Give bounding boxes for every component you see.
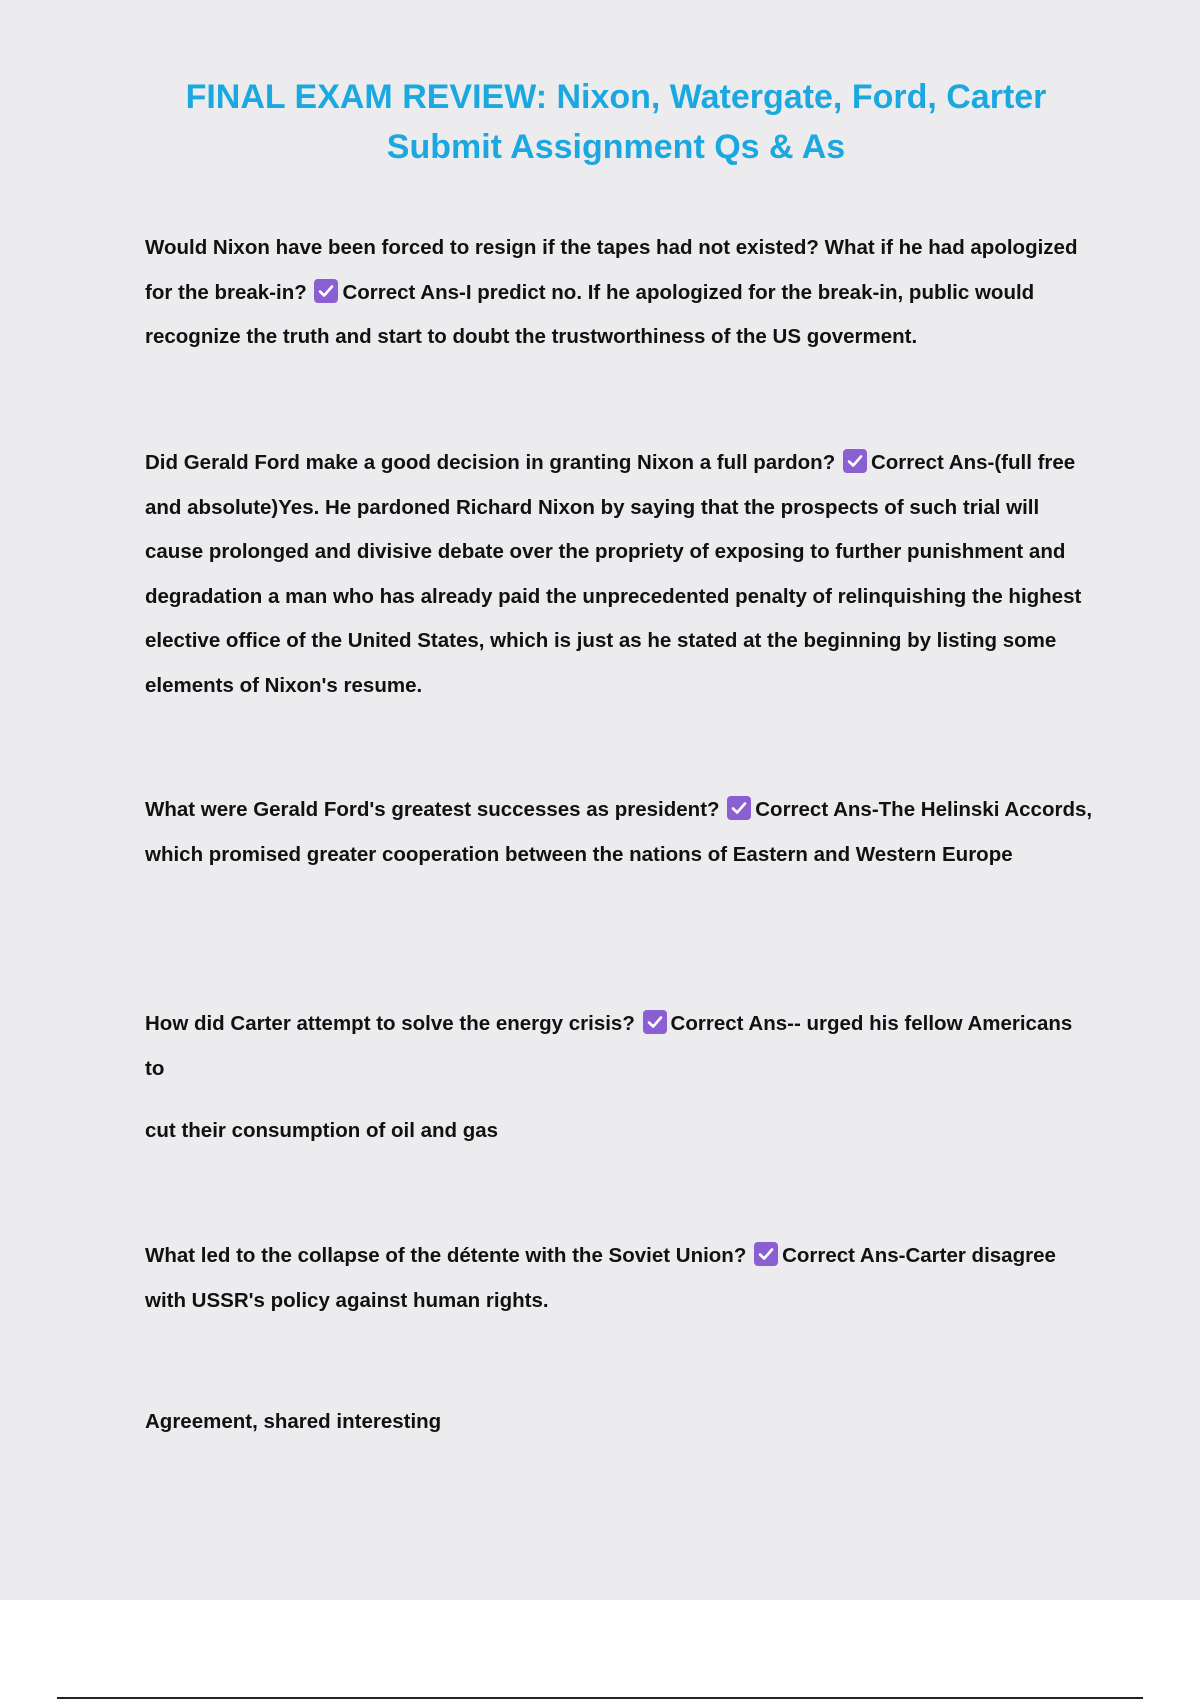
- qa-item-1: [145, 226, 1095, 360]
- checkbox-checked-icon: [754, 1242, 778, 1266]
- question-text: What led to the collapse of the détente with the Soviet Union?: [145, 1244, 747, 1267]
- answer-text: Correct Ans-I predict no. If he apologized for the break-in, public would recognize the truth and start to doubt the trustworthiness of the US goverment.: [145, 280, 1035, 348]
- question-text: What were Gerald Ford's greatest successes as president?: [145, 798, 720, 821]
- page-title: [0, 72, 1200, 172]
- question-text: How did Carter attempt to solve the energy crisis?: [145, 1012, 635, 1035]
- qa-item-4: [145, 1002, 1095, 1091]
- footer-divider: [57, 1697, 1143, 1699]
- checkbox-checked-icon: [643, 1010, 667, 1034]
- qa-item-3: [145, 788, 1095, 877]
- checkbox-checked-icon: [314, 279, 338, 303]
- title-line-2: Submit Assignment Qs & As: [386, 128, 846, 166]
- qa-item-4-continuation: cut their consumption of oil and gas: [145, 1119, 499, 1142]
- answer-text: Correct Ans-- urged his fellow Americans to: [145, 1012, 1073, 1080]
- qa-item-5: [145, 1234, 1095, 1323]
- question-text: Did Gerald Ford make a good decision in granting Nixon a full pardon?: [145, 451, 836, 474]
- qa-item-2: [145, 441, 1095, 708]
- closing-text: Agreement, shared interesting: [145, 1410, 442, 1433]
- answer-text: Correct Ans-Carter disagree with USSR's policy against human rights.: [145, 1244, 1056, 1312]
- answer-text: Correct Ans-The Helinski Accords, which promised greater cooperation between the nations of Eastern and Western Europe: [145, 798, 1093, 866]
- checkbox-checked-icon: [843, 449, 867, 473]
- answer-text: Correct Ans-(full free and absolute)Yes. He pardoned Richard Nixon by saying that the prospects of such trial will cause prolonged and divisive debate over the propriety of exposing to further punishment and degradation a man who has already paid the unprecedented penalty of relinquishing the highest elective office of the United States, which is just as he stated at the beginning by listing some elements of Nixon's resume.: [145, 451, 1082, 697]
- title-line-1: FINAL EXAM REVIEW: Nixon, Watergate, Ford, Carter: [185, 78, 1047, 116]
- question-text: Would Nixon have been forced to resign if the tapes had not existed? What if he had apologized for the break-in?: [145, 236, 1078, 304]
- checkbox-checked-icon: [727, 796, 751, 820]
